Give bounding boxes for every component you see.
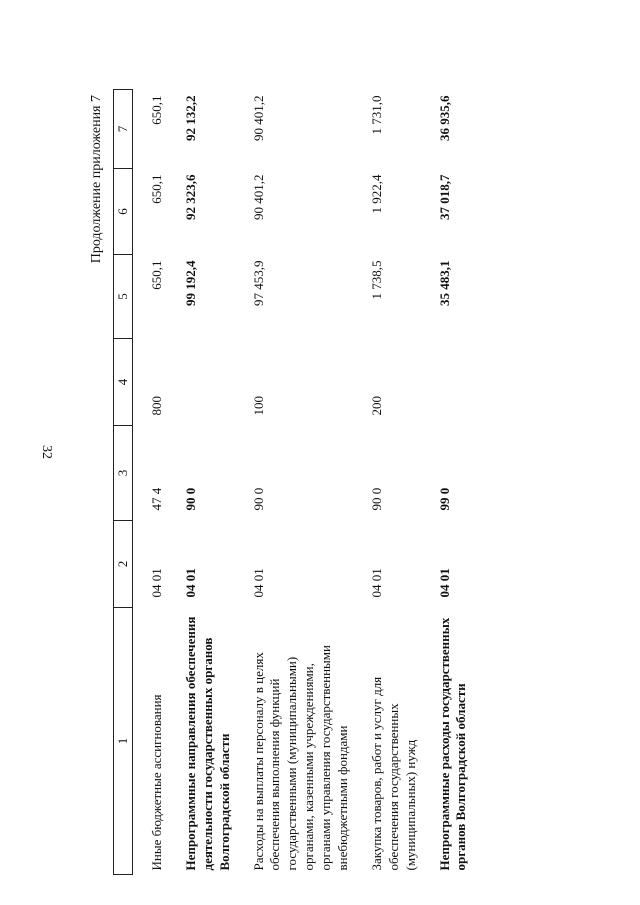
row-section: 04 01 [149,568,164,598]
row-value-7: 650,1 [149,95,164,125]
row-value-5: 650,1 [149,260,164,290]
table-row [234,90,352,875]
row-target: 99 0 [436,487,452,511]
table-row [352,90,420,875]
row-name: Непрограммные направления обеспечения деятельности государственных органов Волгоградской области [182,616,232,871]
row-target: 90 0 [182,487,198,511]
column-header: 7 [114,90,133,169]
row-value-5: 99 192,4 [182,260,198,306]
row-value-6: 92 323,6 [182,174,198,220]
budget-table [113,89,470,875]
row-section: 04 01 [182,568,198,598]
row-expense-type [420,339,471,426]
row-expense-type: 100 [250,396,266,416]
column-header: 3 [114,426,133,521]
table-row [166,90,234,875]
row-value-7: 92 132,2 [182,95,198,141]
row-target: 90 0 [368,487,384,511]
row-section: 04 01 [436,568,452,598]
page-number [39,440,53,464]
row-expense-type [166,339,234,426]
column-header: 1 [114,608,133,875]
row-name: Непрограммные расходы государственных органов Волгоградской области [436,617,469,871]
column-header: 4 [114,339,133,426]
rotated-page-content [87,60,627,875]
row-value-5: 1 738,5 [368,260,384,300]
row-expense-type: 200 [368,396,384,416]
row-name: Расходы на выплаты персоналу в целях обеспечения выполнения функций государственными (муниципальными) органами, казенными учреждениями, органами управления государственными внебюджетными фондами [250,645,351,871]
row-expense-type: 800 [149,396,164,416]
row-section: 04 01 [368,568,384,598]
row-value-6: 37 018,7 [436,174,452,220]
row-value-7: 36 935,6 [436,95,452,141]
table-row [420,90,471,875]
column-header: 6 [114,169,133,255]
column-header: 5 [114,255,133,339]
row-value-5: 35 483,1 [436,260,452,306]
row-target: 47 4 [149,487,164,511]
column-header: 2 [114,521,133,608]
page-number-text: 32 [39,445,54,459]
row-value-7: 90 401,2 [250,95,266,141]
row-value-5: 97 453,9 [250,260,266,306]
row-name: Иные бюджетные ассигнования [149,694,164,871]
row-value-7: 1 731,0 [368,95,384,135]
row-value-6: 650,1 [149,174,164,204]
row-value-6: 1 922,4 [368,174,384,214]
appendix-caption: Продолжение приложения 7 [89,95,104,264]
row-section: 04 01 [250,568,266,598]
row-name: Закупка товаров, работ и услуг для обеспечения государственных (муниципальных) нужд [368,676,418,871]
row-target: 90 0 [250,487,266,511]
row-value-6: 90 401,2 [250,174,266,220]
table-row [133,90,166,875]
table-header-row [114,90,133,875]
